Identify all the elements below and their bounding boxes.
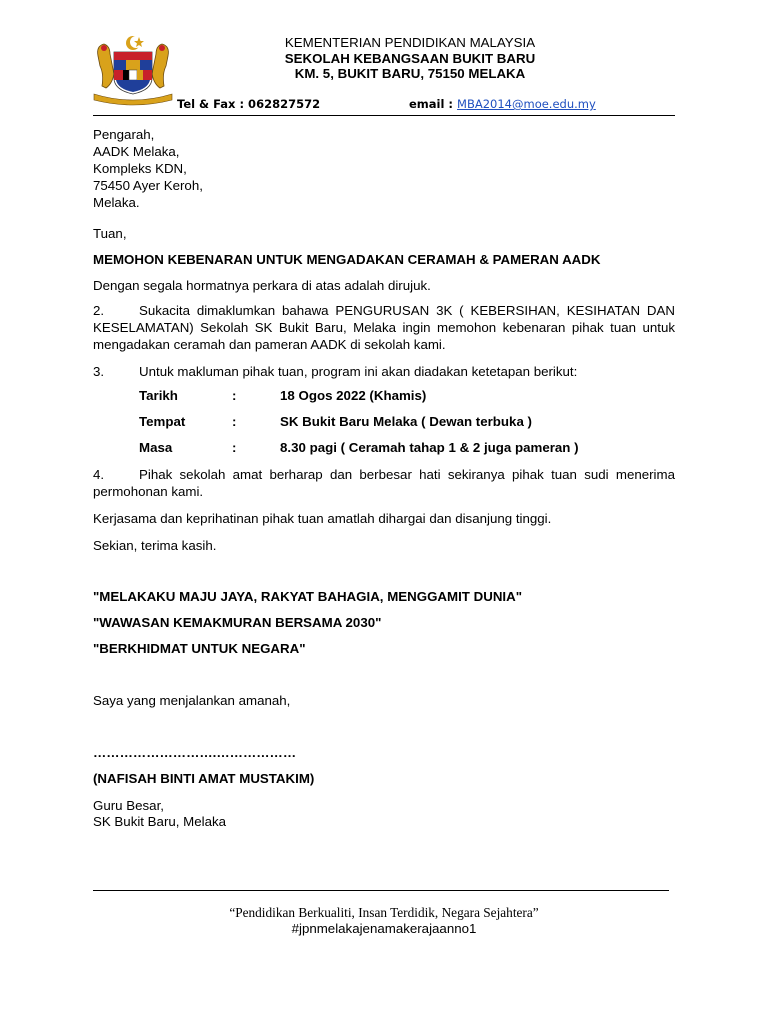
detail-label: Masa	[139, 440, 173, 455]
detail-label: Tarikh	[139, 388, 178, 403]
slogan-wawasan: "WAWASAN KEMAKMURAN BERSAMA 2030"	[93, 615, 382, 630]
footer-motto: “Pendidikan Berkualiti, Insan Terdidik, Negara Sejahtera”	[229, 905, 539, 920]
recipient-line: Melaka.	[93, 195, 140, 210]
paragraph-text: Sukacita dimaklumkan bahawa PENGURUSAN 3K ( KEBERSIHAN, KESIHATAN DAN KESELAMATAN) Sekolah SK Bukit Baru, Melaka ingin memohon kebenaran pihak tuan untuk mengadakan ceramah dan pameran AADK di sekolah kami.	[93, 303, 675, 352]
signatory-org: SK Bukit Baru, Melaka	[93, 814, 227, 829]
detail-label: Tempat	[139, 414, 186, 429]
header-divider	[93, 115, 675, 116]
salutation: Tuan,	[93, 226, 127, 241]
closing-phrase: Saya yang menjalankan amanah,	[93, 693, 291, 708]
paragraph-4	[93, 466, 675, 500]
email-link[interactable]: MBA2014@moe.edu.my	[457, 97, 596, 111]
school-address: KM. 5, BUKIT BARU, 75150 MELAKA	[294, 66, 526, 81]
footer-divider	[93, 890, 669, 891]
email-line	[409, 97, 596, 111]
slogan-berkhidmat: "BERKHIDMAT UNTUK NEGARA"	[93, 641, 306, 656]
paragraph-number: 3.	[93, 364, 105, 379]
opening-sentence: Dengan segala hormatnya perkara di atas adalah dirujuk.	[93, 278, 431, 293]
signatory-name: (NAFISAH BINTI AMAT MUSTAKIM)	[93, 771, 315, 786]
recipient-line: AADK Melaka,	[93, 144, 180, 159]
letter-subject: MEMOHON KEBENARAN UNTUK MENGADAKAN CERAMAH & PAMERAN AADK	[93, 252, 601, 267]
recipient-line: Pengarah,	[93, 127, 155, 142]
footer-hashtag: #jpnmelakajenamakerajaanno1	[291, 921, 477, 936]
paragraph-2	[93, 302, 675, 353]
paragraph-text: Pihak sekolah amat berharap dan berbesar hati sekiranya pihak tuan sudi menerima permohonan kami.	[93, 467, 675, 499]
signatory-title: Guru Besar,	[93, 798, 164, 813]
paragraph-3	[93, 363, 675, 380]
recipient-line: 75450 Ayer Keroh,	[93, 178, 203, 193]
signature-line: ……………………….………………	[93, 745, 297, 760]
detail-separator: :	[232, 414, 237, 429]
recipient-address	[93, 126, 675, 211]
thanks-sentence: Sekian, terima kasih.	[93, 538, 217, 553]
slogan-melaka: "MELAKAKU MAJU JAYA, RAKYAT BAHAGIA, MENGGAMIT DUNIA"	[93, 589, 523, 604]
detail-value: SK Bukit Baru Melaka ( Dewan terbuka )	[280, 414, 532, 429]
paragraph-number: 4.	[93, 467, 105, 482]
ministry-name: KEMENTERIAN PENDIDIKAN MALAYSIA	[284, 35, 536, 50]
recipient-line: Kompleks KDN,	[93, 161, 187, 176]
email-label: email :	[409, 97, 454, 111]
school-name: SEKOLAH KEBANGSAAN BUKIT BARU	[284, 51, 536, 66]
tel-fax: Tel & Fax : 062827572	[177, 97, 321, 111]
paragraph-text: Untuk makluman pihak tuan, program ini akan diadakan ketetapan berikut:	[139, 364, 578, 379]
detail-separator: :	[232, 440, 237, 455]
appreciation-sentence: Kerjasama dan keprihatinan pihak tuan amatlah dihargai dan disanjung tinggi.	[93, 511, 552, 526]
paragraph-number: 2.	[93, 303, 105, 318]
detail-separator: :	[232, 388, 237, 403]
coat-of-arms-logo	[92, 34, 174, 106]
detail-value: 18 Ogos 2022 (Khamis)	[280, 388, 427, 403]
detail-value: 8.30 pagi ( Ceramah tahap 1 & 2 juga pameran )	[280, 440, 579, 455]
